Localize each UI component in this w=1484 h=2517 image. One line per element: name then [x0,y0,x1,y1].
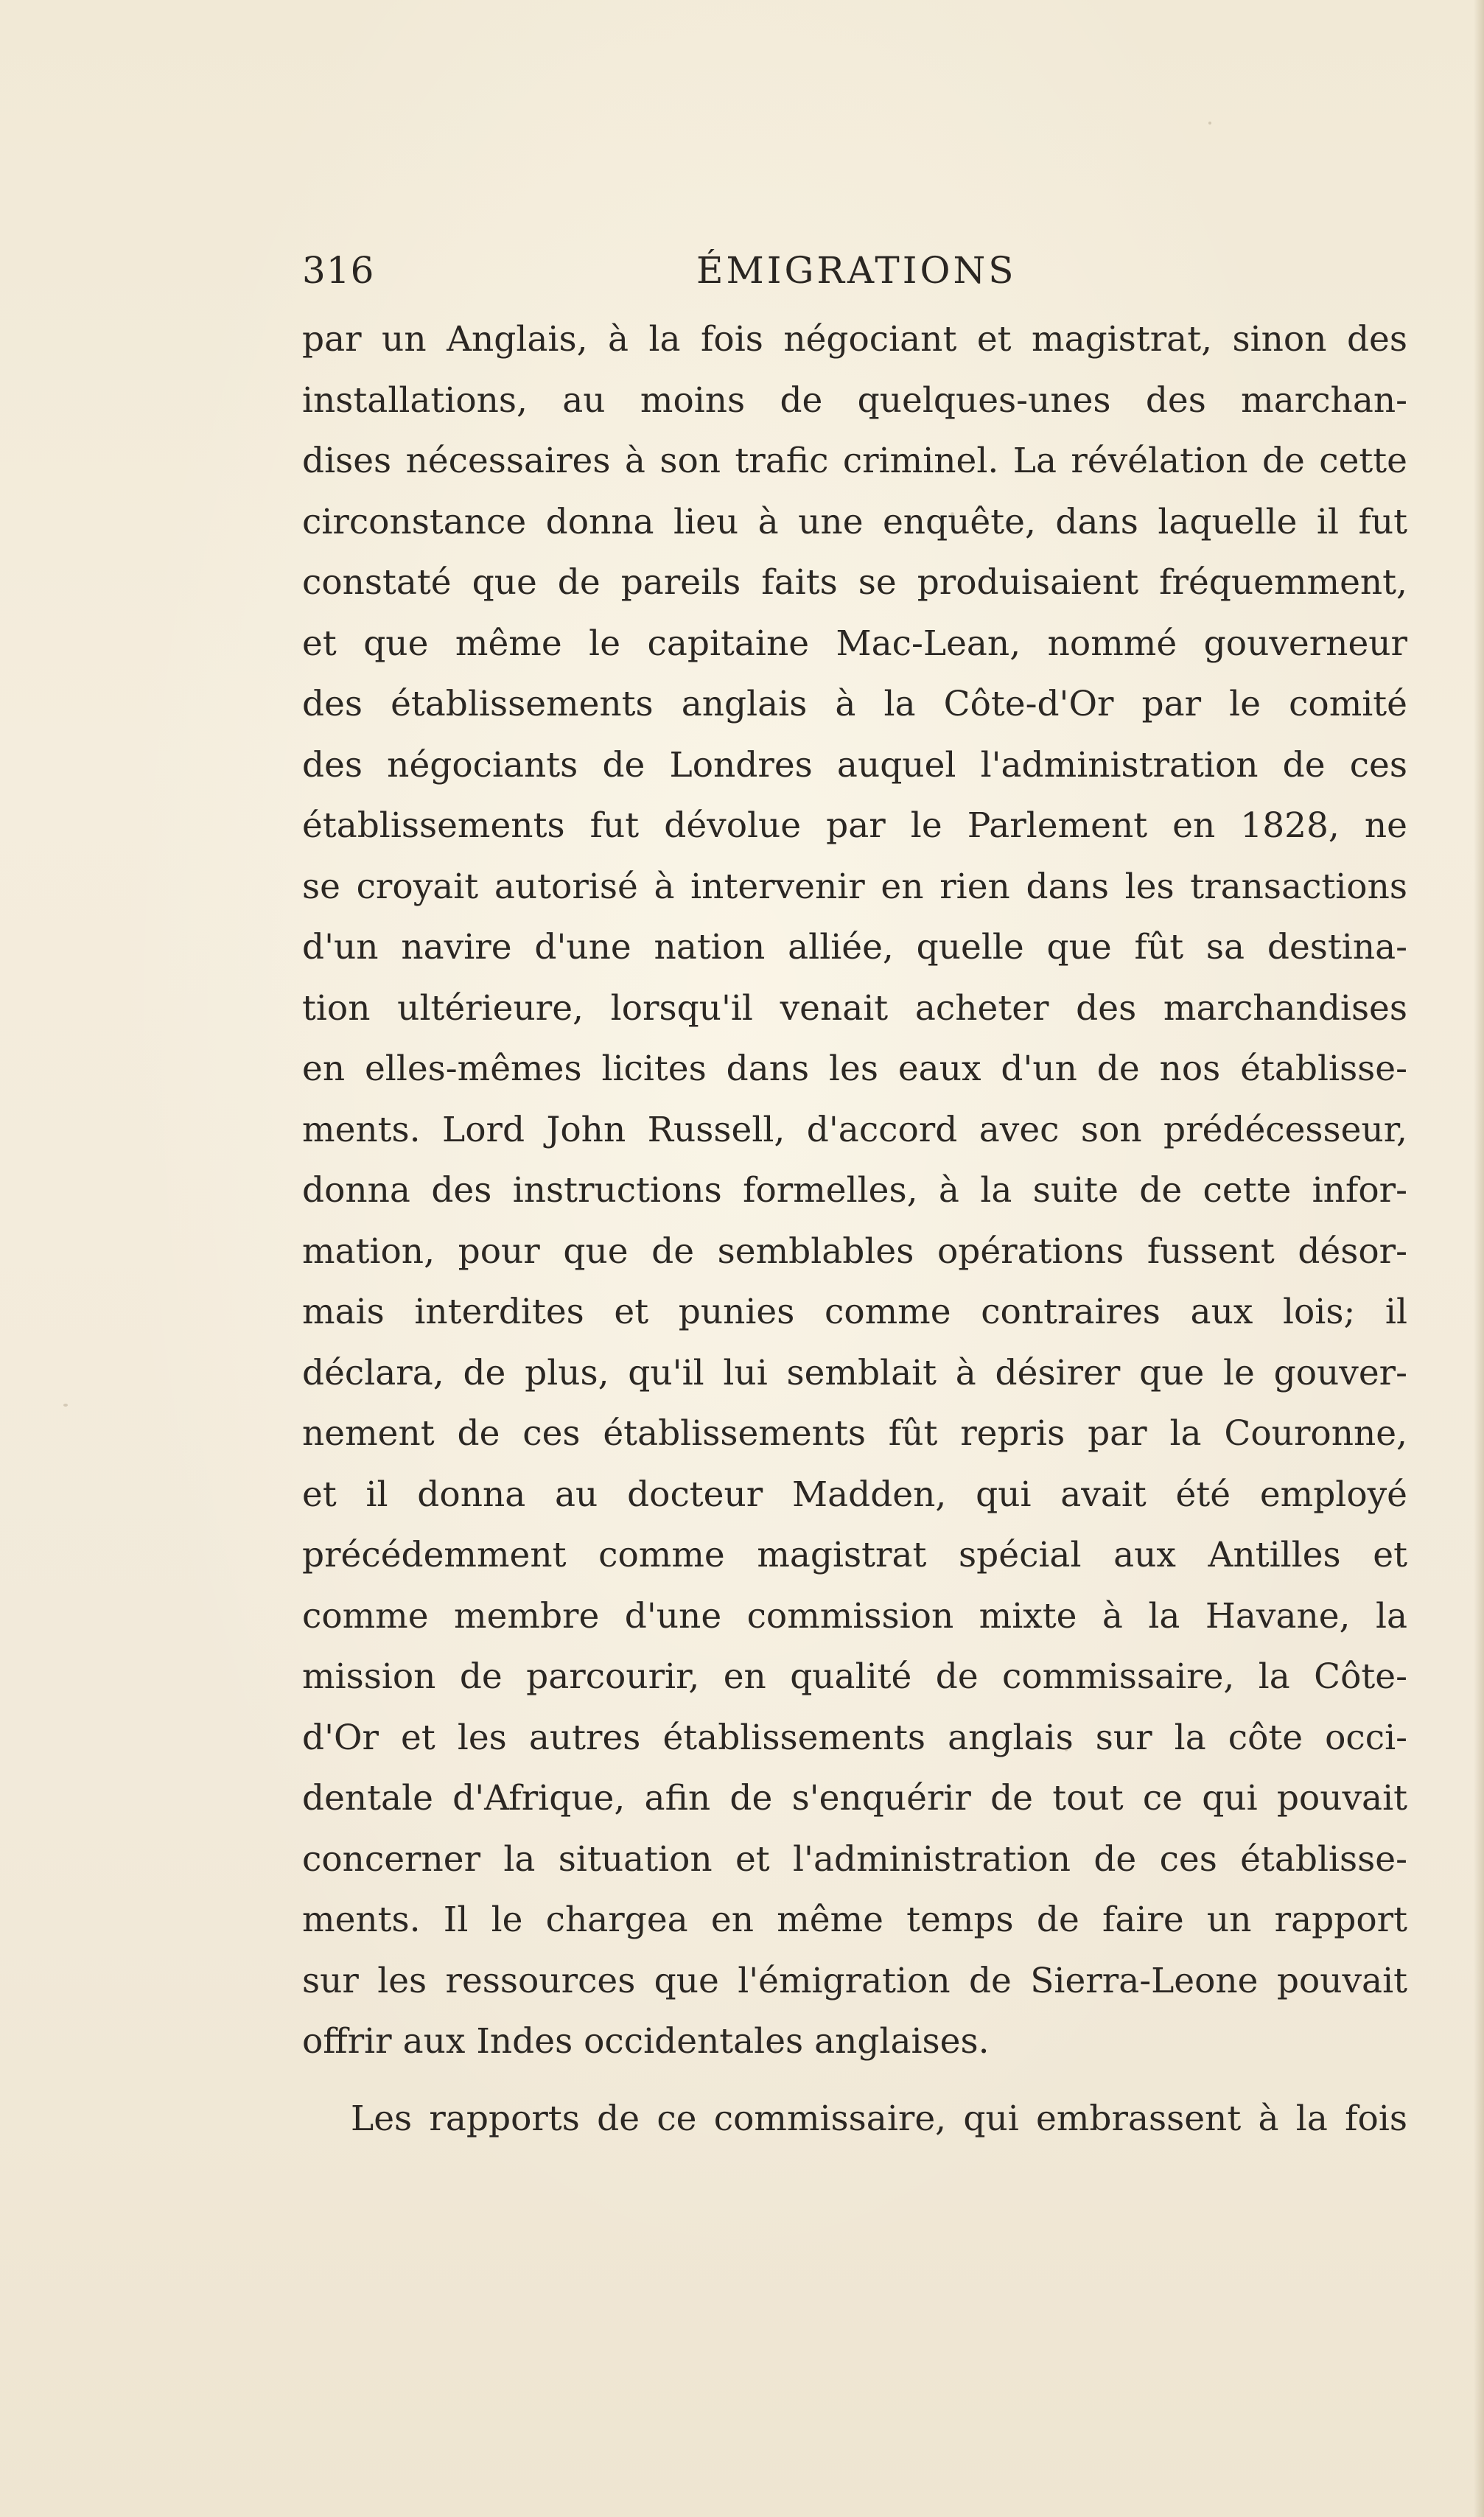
text-line: sur les ressources que l'émigration de Sierra-Leone pouvait [302,1960,1407,2001]
text-line: Les rapports de ce commissaire, qui embrassent à la fois [351,2098,1407,2139]
text-line: dentale d'Afrique, afin de s'enquérir de tout ce qui pouvait [302,1778,1407,1818]
text-line: offrir aux Indes occidentales anglaises. [302,2021,990,2062]
text-line: dises nécessaires à son trafic criminel. La révélation de cette [302,441,1407,481]
text-line: et que même le capitaine Mac-Lean, nommé gouverneur [302,623,1407,664]
text-line: donna des instructions formelles, à la suite de cette infor- [302,1170,1407,1211]
paper-fleck [1208,122,1211,125]
text-line: des établissements anglais à la Côte-d'Or par le comité [302,684,1407,724]
text-line: concerner la situation et l'administration de ces établisse- [302,1838,1407,1880]
text-line: se croyait autorisé à intervenir en rien dans les transactions [302,866,1407,907]
paper-fleck [774,2048,777,2051]
paragraph-2 [302,2089,1407,2150]
text-line: comme membre d'une commission mixte à la Havane, la [302,1595,1407,1636]
running-head [302,237,1407,304]
text-line: ments. Lord John Russell, d'accord avec son prédécesseur, [302,1109,1407,1150]
page-edge-shadow [1474,0,1484,2517]
paper-fleck [951,512,954,516]
section-title: ÉMIGRATIONS [696,249,1017,292]
text-line: déclara, de plus, qu'il lui semblait à désirer que le gouver- [302,1352,1407,1393]
text-line: nement de ces établissements fût repris par la Couronne, [302,1413,1407,1454]
body-text [302,309,1407,2149]
page-number: 316 [302,249,375,292]
text-line: circonstance donna lieu à une enquête, dans laquelle il fut [302,501,1407,542]
text-line: des négociants de Londres auquel l'administration de ces [302,744,1407,785]
text-line: par un Anglais, à la fois négociant et magistrat, sinon des [302,319,1407,360]
text-line: constaté que de pareils faits se produisaient fréquemment, [302,562,1407,603]
text-line: d'un navire d'une nation alliée, quelle que fût sa destina- [302,927,1407,967]
paper-fleck [63,1404,68,1407]
text-line: mission de parcourir, en qualité de commissaire, la Côte- [302,1656,1407,1697]
paragraph-gap [302,2073,1407,2089]
text-line: tion ultérieure, lorsqu'il venait acheter des marchandises [302,987,1407,1029]
text-line: établissements fut dévolue par le Parlement en 1828, ne [302,805,1407,846]
text-line: installations, au moins de quelques-unes des marchan- [302,379,1407,421]
text-line: en elles-mêmes licites dans les eaux d'un de nos établisse- [302,1049,1407,1089]
text-line: précédemment comme magistrat spécial aux Antilles et [302,1535,1407,1575]
text-line: et il donna au docteur Madden, qui avait été employé [302,1474,1407,1515]
paragraph-1 [302,309,1407,2073]
text-line: ments. Il le chargea en même temps de faire un rapport [302,1900,1407,1940]
paper-fleck [1065,1748,1068,1751]
text-line: mation, pour que de semblables opérations fussent désor- [302,1231,1407,1272]
text-line: mais interdites et punies comme contraires aux lois; il [302,1292,1407,1332]
text-line: d'Or et les autres établissements anglais sur la côte occi- [302,1717,1407,1758]
